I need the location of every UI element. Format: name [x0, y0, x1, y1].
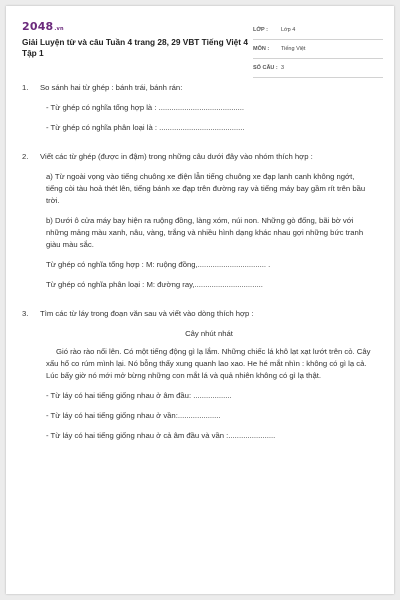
passage-a: a) Từ ngoài vọng vào tiếng chuông xe điện lẫn tiếng chuông xe đạp lanh canh không ngớt, tiếng còi tàu hoả thét lên, tiếng bánh xe đạp trên đường ray và tiếng máy bay gầm rít trên bầu trời.	[46, 172, 366, 205]
answer-line: Từ ghép có nghĩa tổng hợp : M: ruộng đồng,................................ .	[46, 260, 271, 269]
meta-subject-row	[253, 40, 383, 59]
site-logo[interactable]: 2048.vn	[22, 20, 64, 33]
question-number: 2.	[22, 152, 29, 161]
question-2	[22, 151, 372, 291]
page-title: Giải Luyện từ và câu Tuần 4 trang 28, 29 VBT Tiếng Việt 4 Tập 1	[22, 37, 248, 58]
grade-label: LỚP :	[253, 27, 268, 33]
meta-grade-row	[253, 21, 383, 40]
answer-line: - Từ láy có hai tiếng giống nhau ở âm đầu: ..................	[46, 391, 232, 400]
answer-line: Từ ghép có nghĩa phân loại : M: đường ray,................................	[46, 280, 263, 289]
question-prompt: So sánh hai từ ghép : bánh trái, bánh rán:	[40, 83, 183, 92]
passage-b: b) Dưới ô cửa máy bay hiện ra ruộng đồng, làng xóm, núi non. Những gò đống, bãi bờ với những mảng màu xanh, nâu, vàng, trắng và nhiều hình dạng khác nhau gợi những bức tranh giàu màu sắc.	[46, 216, 364, 249]
question-number: 1.	[22, 83, 29, 92]
worksheet-content	[22, 82, 372, 442]
grade-value: Lớp 4	[281, 27, 296, 33]
question-number: 3.	[22, 309, 29, 318]
question-prompt: Tìm các từ láy trong đoạn văn sau và viết vào dòng thích hợp :	[40, 309, 254, 318]
question-count-label: SỐ CÂU :	[253, 65, 278, 71]
poem-title: Cây nhút nhát	[185, 329, 233, 338]
answer-line: - Từ láy có hai tiếng giống nhau ở cả âm đầu và vần :......................	[46, 431, 276, 440]
answer-line: - Từ láy có hai tiếng giống nhau ở vần:....................	[46, 411, 221, 420]
question-3	[22, 308, 372, 442]
meta-box	[253, 21, 383, 78]
answer-line: - Từ ghép có nghĩa phân loại là : ........................................	[46, 123, 245, 132]
question-1	[22, 82, 372, 134]
question-count-value: 3	[281, 65, 285, 71]
subject-label: MÔN :	[253, 46, 270, 52]
worksheet-page	[6, 6, 394, 594]
question-prompt: Viết các từ ghép (được in đậm) trong những câu dưới đây vào nhóm thích hợp :	[40, 152, 313, 161]
passage: Gió rào rào nổi lên. Có một tiếng động gì lạ lắm. Những chiếc lá khô lạt xạt lướt trên cỏ. Cây xấu hổ co rúm mình lại. Nó bỗng thấy xung quanh lao xao. He hé mắt nhìn : không có gì lạ cả. Lúc bấy giờ nó mới mở bừng những con mắt lá và quả nhiên không có gì lạ thật.	[46, 347, 371, 380]
meta-count-row	[253, 59, 383, 78]
subject-value: Tiếng Việt	[281, 46, 306, 52]
answer-line: - Từ ghép có nghĩa tổng hợp là : ........................................	[46, 103, 245, 112]
